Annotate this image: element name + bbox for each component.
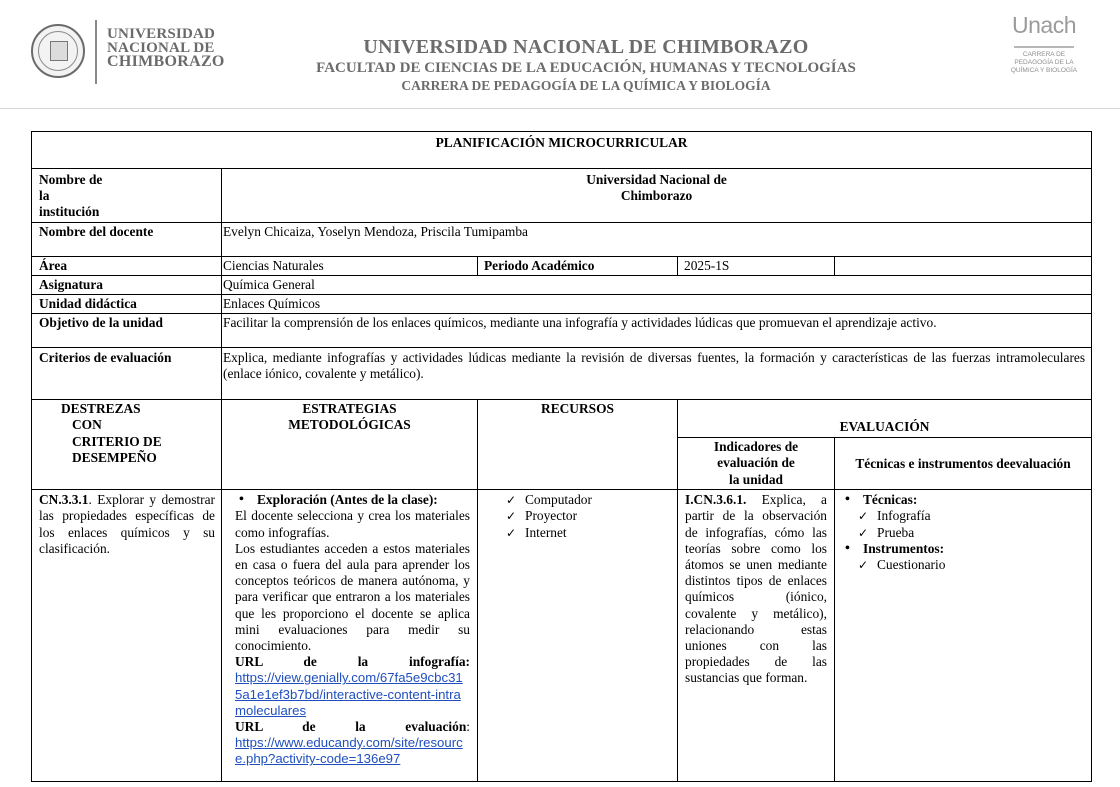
criteria-label: Criterios de evaluación xyxy=(32,348,222,400)
indicators-header xyxy=(678,438,835,490)
infographic-link[interactable]: https://view.genially.com/67fa5e9cbc315a1e1ef3b7bd/interactive-content-intramoleculares xyxy=(235,670,463,718)
faculty-title: FACULTAD DE CIENCIAS DE LA EDUCACIÓN, HUMANAS Y TECNOLOGÍAS xyxy=(316,60,856,76)
university-title: UNIVERSIDAD NACIONAL DE CHIMBORAZO xyxy=(363,36,809,58)
strategies-header xyxy=(222,400,478,490)
techniques-items xyxy=(841,508,1085,540)
period-label: Periodo Académico xyxy=(478,256,678,275)
exploration-p1: El docente selecciona y crea los materiales como infografías. xyxy=(235,508,470,540)
unach-logo xyxy=(998,13,1090,75)
exploration-title: • Exploración (Antes de la clase): xyxy=(235,492,470,508)
institution-label-1: Nombre de xyxy=(39,172,103,187)
evaluation-url-label xyxy=(235,719,470,735)
table-row xyxy=(32,348,1092,400)
objective-label: Objetivo de la unidad xyxy=(32,314,222,348)
resource-item: ✓ Computador xyxy=(503,492,671,508)
unit-label: Unidad didáctica xyxy=(32,295,222,314)
instruments-list xyxy=(841,541,1085,557)
skills-header-1: DESTREZAS xyxy=(61,401,141,417)
institution-label-3: institución xyxy=(39,204,100,220)
period-value: 2025-1S xyxy=(678,256,835,275)
indicator-text: Explica, a partir de la observación de infografías, cómo las teorías sobre como los átomos se unen mediante distintos tipos de enlaces químicos (iónico, covalente y metálico), relacionando estas uniones con las propiedades de las sustancias que forman. xyxy=(685,492,827,686)
skill-text: . Explorar y demostrar las propiedades específicas de los enlaces químicos y su clasificación. xyxy=(39,492,215,556)
table-row xyxy=(32,222,1092,256)
resources-cell xyxy=(478,490,678,782)
table-row xyxy=(32,132,1092,169)
unit-value: Enlaces Químicos xyxy=(222,295,1092,314)
table-row xyxy=(32,314,1092,348)
resource-item: ✓ Internet xyxy=(503,525,671,541)
instruments-label: • Instrumentos: xyxy=(841,541,1085,557)
resource-item: ✓ Proyector xyxy=(503,508,671,524)
skills-header xyxy=(32,400,222,490)
indicators-header-1: Indicadores de xyxy=(713,439,799,455)
infographic-label: URL de la infografía: xyxy=(235,654,470,670)
area-label: Área xyxy=(32,256,222,275)
techniques-header: Técnicas e instrumentos deevaluación xyxy=(835,438,1092,490)
exploration-list xyxy=(235,492,470,508)
university-seal-icon xyxy=(31,24,85,78)
evaluation-header: EVALUACIÓN xyxy=(678,400,1092,438)
logo-divider xyxy=(95,20,97,84)
institution-value xyxy=(222,169,1092,223)
unach-wordmark: Unach xyxy=(1012,12,1076,38)
unach-career-1: CARRERA DE xyxy=(1022,51,1066,58)
table-row xyxy=(32,400,1092,438)
teacher-label: Nombre del docente xyxy=(32,222,222,256)
strategies-header-1: ESTRATEGIAS xyxy=(302,401,397,417)
institution-value-1: Universidad Nacional de xyxy=(586,172,727,187)
strategies-header-2: METODOLÓGICAS xyxy=(288,417,411,433)
subject-label: Asignatura xyxy=(32,275,222,294)
logo-line-2: NACIONAL DE xyxy=(107,40,215,56)
skills-header-2: CON xyxy=(72,417,102,433)
evaluation-link-wrap xyxy=(235,735,470,767)
header-divider xyxy=(0,108,1120,109)
unach-career-2: PEDAGOGÍA DE LA xyxy=(1014,59,1074,66)
indicator-cell xyxy=(678,490,835,782)
unach-career-3: QUÍMICA Y BIOLOGÍA xyxy=(1010,67,1078,74)
table-row xyxy=(32,256,1092,275)
criteria-value: Explica, mediante infografías y actividades lúdicas mediante la revisión de diversas fuentes, la formación y características de las fuerzas intramoleculares (enlace iónico, covalente y metálico). xyxy=(222,348,1092,400)
indicator-code: I.CN.3.6.1. xyxy=(685,492,747,508)
planning-table xyxy=(31,131,1092,782)
logo-line-3: CHIMBORAZO xyxy=(107,53,225,70)
indicators-header-2: evaluación de xyxy=(717,455,795,471)
career-title: CARRERA DE PEDAGOGÍA DE LA QUÍMICA Y BIOLOGÍA xyxy=(401,78,771,93)
skills-header-4: DESEMPEÑO xyxy=(72,449,157,465)
area-value: Ciencias Naturales xyxy=(222,256,478,275)
logo-line-1: UNIVERSIDAD xyxy=(107,26,216,42)
institution-label-2: la xyxy=(39,188,50,204)
subject-value: Química General xyxy=(222,275,1092,294)
institution-value-2: Chimborazo xyxy=(620,188,693,204)
techniques-list xyxy=(841,492,1085,508)
objective-value: Facilitar la comprensión de los enlaces químicos, mediante una infografía y actividades lúdicas que promuevan el aprendizaje activo. xyxy=(222,314,1092,348)
evaluation-label-colon: : xyxy=(466,719,470,735)
evaluation-link[interactable]: https://www.educandy.com/site/resource.php?activity-code=136e97 xyxy=(235,735,463,767)
table-row xyxy=(32,275,1092,294)
plan-heading: PLANIFICACIÓN MICROCURRICULAR xyxy=(32,132,1092,169)
header-titles xyxy=(250,36,922,94)
techniques-cell xyxy=(835,490,1092,782)
table-row xyxy=(32,490,1092,782)
exploration-p2: Los estudiantes acceden a estos materiales en casa o fuera del aula para aprender los conceptos teóricos de manera autónoma, y para verificar que entraron a los materiales que les proporciono el docente se aplica mini evaluaciones para medir su conocimiento. xyxy=(235,540,470,654)
technique-item: ✓ Infografía xyxy=(855,508,1085,524)
resources-header: RECURSOS xyxy=(478,400,678,490)
strategies-cell xyxy=(222,490,478,782)
skills-header-3: CRITERIO DE xyxy=(72,433,162,449)
table-row xyxy=(32,295,1092,314)
infographic-link-wrap xyxy=(235,670,470,719)
table-row xyxy=(32,169,1092,223)
instruments-items xyxy=(841,557,1085,573)
technique-item: ✓ Prueba xyxy=(855,525,1085,541)
indicators-header-3: la unidad xyxy=(729,471,783,487)
instrument-item: ✓ Cuestionario xyxy=(855,557,1085,573)
skill-cell xyxy=(32,490,222,782)
page-header xyxy=(0,0,1120,110)
institution-label xyxy=(32,169,222,223)
university-logo-text xyxy=(107,27,227,69)
unach-bar xyxy=(1014,46,1074,48)
skill-code: CN.3.3.1 xyxy=(39,492,89,508)
period-extra xyxy=(835,256,1092,275)
techniques-label: • Técnicas: xyxy=(841,492,1085,508)
resources-list xyxy=(503,492,671,541)
evaluation-label: URL de la evaluación xyxy=(235,719,467,735)
teacher-value: Evelyn Chicaiza, Yoselyn Mendoza, Priscila Tumipamba xyxy=(222,222,1092,256)
